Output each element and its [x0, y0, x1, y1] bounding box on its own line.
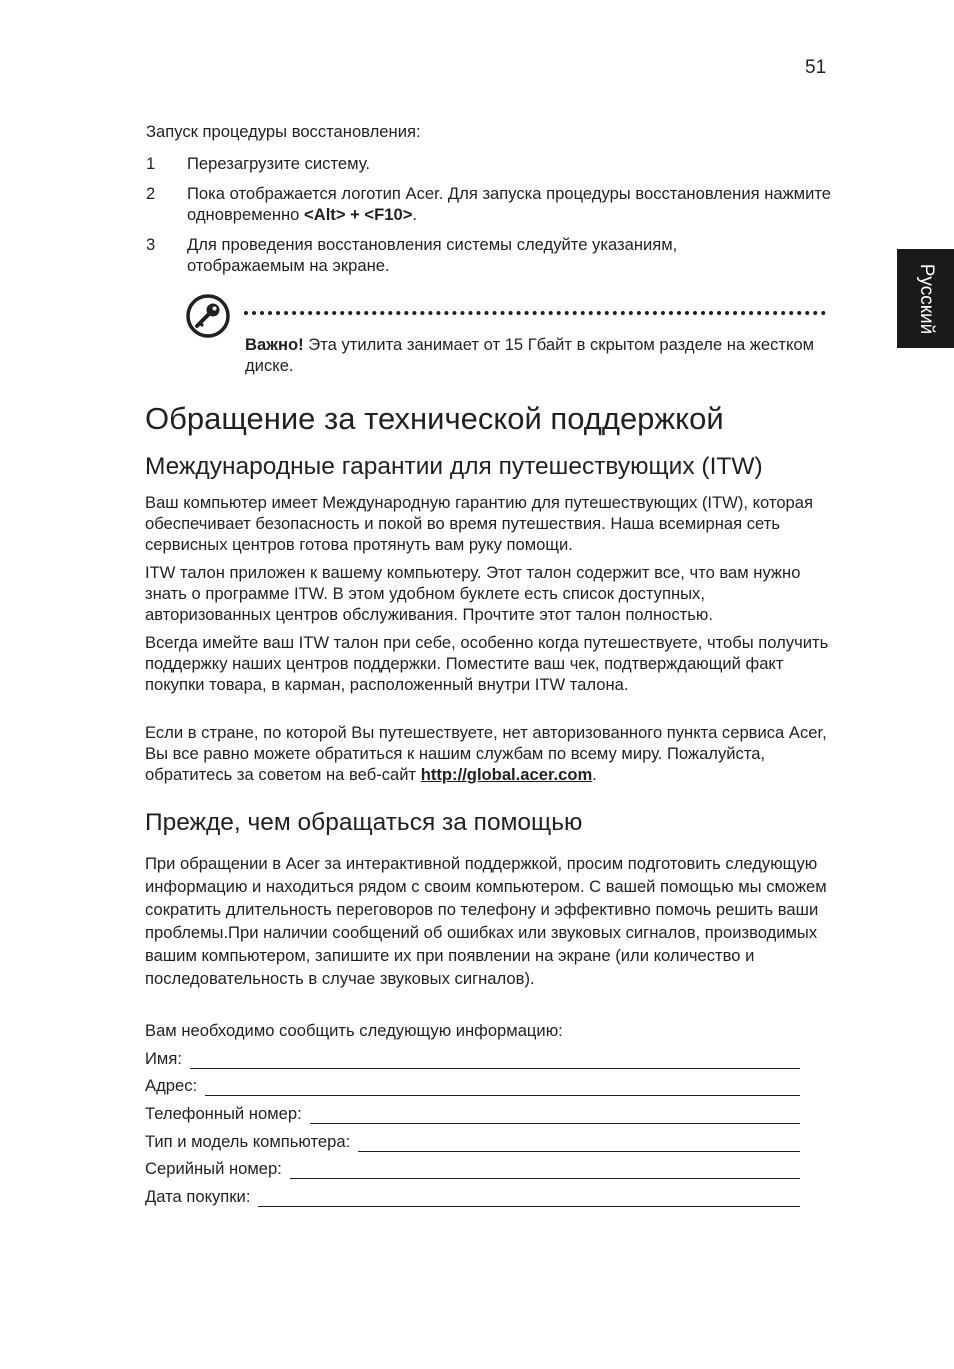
step-text-part: Пока отображается логотип Acer. Для запуска процедуры восстановления нажмите одновременно — [187, 184, 832, 224]
note-divider — [244, 311, 826, 315]
itw-paragraph: Ваш компьютер имеет Международную гарантию для путешествующих (ITW), которая обеспечивает безопасность и покой во время путешествия. Наша всемирная сеть сервисных центров готова протянуть вам руку помощи. — [145, 493, 813, 554]
before-help-heading: Прежде, чем обращаться за помощью — [145, 809, 583, 836]
before-help-paragraph: При обращении в Acer за интерактивной поддержкой, просим подготовить следующую информацию и находиться рядом с своим компьютером. С вашей помощью мы сможем сократить длительность переговоров по телефону и эффективно помочь решить ваши проблемы.При наличии сообщений об ошибках или звуковых сигналов, производимых вашим компьютером, запишите их при появлении на экране (или количество и последовательность в случае звуковых сигналов). — [145, 854, 827, 988]
step-text-part: . — [412, 205, 418, 224]
field-label: Телефонный номер: — [145, 1104, 302, 1123]
itw-heading: Международные гарантии для путешествующих (ITW) — [145, 453, 763, 480]
fill-line — [290, 1163, 800, 1179]
fill-line — [258, 1191, 800, 1207]
field-label: Дата покупки: — [145, 1187, 251, 1206]
name-field — [145, 1048, 800, 1069]
field-label: Тип и модель компьютера: — [145, 1132, 351, 1151]
step-text: Для проведения восстановления системы следуйте указаниям, отображаемым на экране. — [187, 235, 678, 275]
itw-paragraph: ITW талон приложен к вашему компьютеру. Этот талон содержит все, что вам нужно знать о программе ITW. В этом удобном буклете есть список доступных, авторизованных центров обслуживания. Прочтите этот талон полностью. — [145, 563, 801, 624]
field-label: Адрес: — [145, 1076, 198, 1095]
purchase-date-field — [145, 1186, 800, 1207]
step-number: 1 — [146, 154, 156, 173]
recovery-intro: Запуск процедуры восстановления: — [146, 122, 421, 141]
fill-line — [358, 1136, 800, 1152]
field-label: Имя: — [145, 1049, 182, 1068]
step-number: 2 — [146, 184, 156, 203]
language-tab-label: Русский — [915, 263, 937, 334]
step-text — [187, 183, 832, 225]
note-label: Важно! — [245, 335, 304, 354]
itw-text: . — [592, 765, 597, 784]
note-text: Эта утилита занимает от 15 Гбайт в скрытом разделе на жестком диске. — [245, 335, 815, 375]
page-number: 51 — [805, 57, 827, 78]
info-required-text: Вам необходимо сообщить следующую информацию: — [145, 1021, 563, 1040]
fill-line — [190, 1053, 800, 1069]
fill-line — [310, 1108, 800, 1124]
serial-number-field — [145, 1158, 800, 1179]
important-note — [245, 334, 815, 376]
address-field — [145, 1075, 800, 1096]
acer-website-link[interactable]: http://global.acer.com — [420, 765, 593, 784]
step-number: 3 — [146, 235, 156, 254]
computer-model-field — [145, 1131, 800, 1152]
itw-paragraph — [145, 722, 835, 785]
itw-text: Если в стране, по которой Вы путешествуете, нет авторизованного пункта сервиса Acer, Вы все равно можете обратиться к нашим службам по всему миру. Пожалуйста, обратитесь за советом на веб-сайт — [145, 723, 827, 784]
language-tab — [897, 249, 954, 348]
fill-line — [205, 1080, 800, 1096]
field-label: Серийный номер: — [145, 1159, 282, 1178]
key-combo: <Alt> + <F10> — [304, 205, 413, 224]
section-title: Обращение за технической поддержкой — [145, 401, 724, 436]
step-text: Перезагрузите систему. — [187, 154, 370, 173]
key-icon — [185, 293, 231, 339]
phone-field — [145, 1103, 800, 1124]
itw-paragraph: Всегда имейте ваш ITW талон при себе, особенно когда путешествуете, чтобы получить поддержку наших центров поддержки. Поместите ваш чек, подтверждающий факт покупки товара, в карман, расположенный внутри ITW талона. — [145, 633, 829, 694]
